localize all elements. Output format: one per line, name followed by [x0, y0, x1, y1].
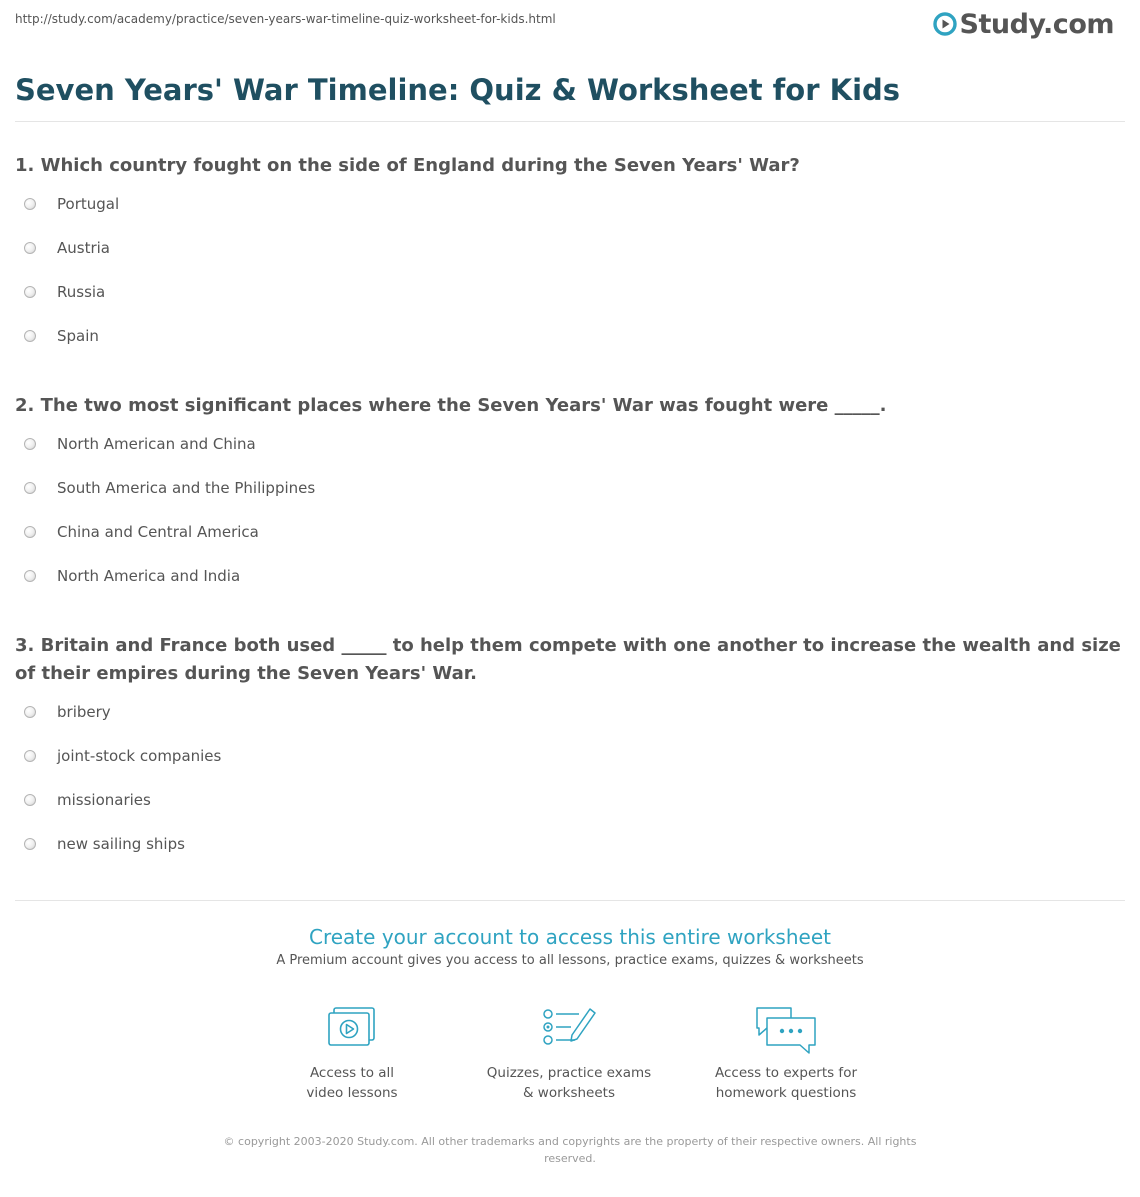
question-text: 2. The two most significant places where the Seven Years' War was fought were _____.: [15, 395, 887, 416]
title-divider: [15, 121, 1125, 122]
feature-label-line: Quizzes, practice exams: [486, 1065, 652, 1081]
feature-label-line: & worksheets: [522, 1085, 615, 1101]
feature-label-line: video lessons: [306, 1085, 398, 1101]
option-label: joint-stock companies: [57, 747, 222, 765]
premium-promo: [0, 924, 1140, 968]
question-text: 1. Which country fought on the side of England during the Seven Years' War?: [15, 155, 800, 176]
question-1: [15, 152, 1125, 358]
option-label: missionaries: [57, 791, 151, 809]
answer-option[interactable]: [15, 314, 1125, 358]
promo-subtitle: A Premium account gives you access to all lessons, practice exams, quizzes & worksheets: [276, 953, 864, 968]
copyright-notice: © copyright 2003-2020 Study.com. All other trademarks and copyrights are the property of their respective owners. All rights reserved.: [223, 1135, 917, 1165]
feature-experts: [686, 1005, 886, 1103]
chat-bubbles-icon: [753, 1005, 819, 1057]
promo-title-link[interactable]: Create your account to access this entire worksheet: [309, 925, 831, 949]
radio-button[interactable]: [24, 706, 36, 718]
answer-option[interactable]: [15, 466, 1125, 510]
answer-option[interactable]: [15, 554, 1125, 598]
answer-option[interactable]: [15, 182, 1125, 226]
radio-button[interactable]: [24, 526, 36, 538]
answer-option[interactable]: [15, 734, 1125, 778]
answer-option[interactable]: [15, 510, 1125, 554]
radio-button[interactable]: [24, 330, 36, 342]
radio-button[interactable]: [24, 570, 36, 582]
video-lessons-icon: [324, 1005, 380, 1053]
option-label: Austria: [57, 239, 110, 257]
answer-option[interactable]: [15, 226, 1125, 270]
radio-button[interactable]: [24, 482, 36, 494]
feature-label-line: Access to experts for: [714, 1065, 857, 1081]
quiz-checklist-icon: [541, 1005, 597, 1053]
play-circle-icon: [933, 12, 957, 36]
answer-option[interactable]: [15, 422, 1125, 466]
radio-button[interactable]: [24, 438, 36, 450]
promo-divider: [15, 900, 1125, 901]
radio-button[interactable]: [24, 750, 36, 762]
radio-button[interactable]: [24, 838, 36, 850]
feature-label-line: Access to all: [309, 1065, 395, 1081]
radio-button[interactable]: [24, 242, 36, 254]
feature-quizzes: [469, 1005, 669, 1103]
option-label: North American and China: [57, 435, 256, 453]
radio-button[interactable]: [24, 198, 36, 210]
option-label: North America and India: [57, 567, 241, 585]
feature-video-lessons: [252, 1005, 452, 1103]
feature-label-line: homework questions: [715, 1085, 857, 1101]
question-3: [15, 632, 1125, 866]
option-label: bribery: [57, 703, 111, 721]
question-text: 3. Britain and France both used _____ to help them compete with one another to increase the wealth and size of their empires during the Seven Years' War.: [15, 635, 1121, 684]
answer-option[interactable]: [15, 270, 1125, 314]
option-label: South America and the Philippines: [57, 479, 316, 497]
option-label: Russia: [57, 283, 106, 301]
answer-option[interactable]: [15, 690, 1125, 734]
logo-text: Study.com: [959, 8, 1114, 40]
page-title: Seven Years' War Timeline: Quiz & Worksheet for Kids: [15, 73, 901, 107]
answer-option[interactable]: [15, 822, 1125, 866]
radio-button[interactable]: [24, 794, 36, 806]
study-logo[interactable]: [933, 6, 1114, 42]
page-url: http://study.com/academy/practice/seven-years-war-timeline-quiz-worksheet-for-kids.html: [15, 12, 556, 26]
option-label: new sailing ships: [57, 835, 185, 853]
option-label: Portugal: [57, 195, 120, 213]
radio-button[interactable]: [24, 286, 36, 298]
option-label: Spain: [57, 327, 99, 345]
question-2: [15, 392, 1125, 598]
option-label: China and Central America: [57, 523, 259, 541]
answer-option[interactable]: [15, 778, 1125, 822]
